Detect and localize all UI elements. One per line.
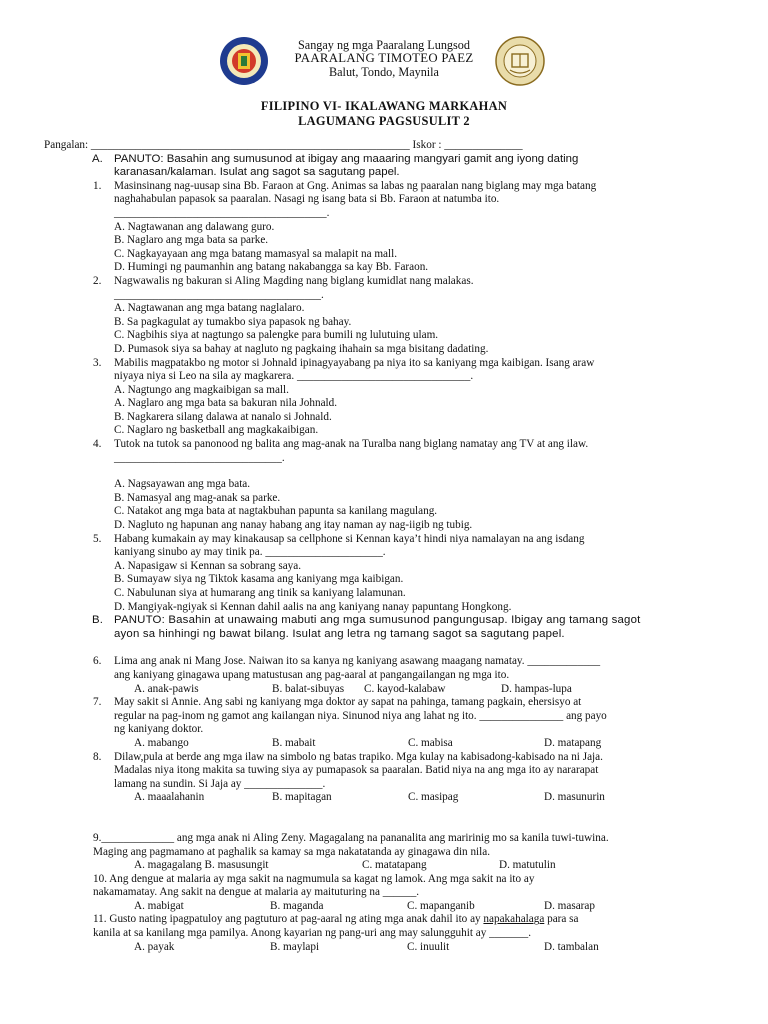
choice-d: D. Pumasok siya sa bahay at nagluto ng pagkaing ihahain sa mga bisitang dadating. (114, 342, 489, 355)
question-3 (44, 357, 744, 371)
choice-b: B. maylapi (270, 940, 320, 953)
question-text: Madalas niya itong makita sa tuwing siya ay pumapasok sa paaralan. Batid niya na ang mga ito ay nararapat (114, 764, 599, 777)
choice-c: C. Nagkayayaan ang mga batang mamasyal sa malapit na mall. (114, 247, 398, 260)
question-11 (44, 913, 744, 927)
choice-a: A. Napasigaw si Kennan sa sobrang saya. (114, 559, 302, 572)
question-text: lamang na sundin. Si Jaja ay ______________. (114, 777, 326, 790)
choice-a-b: A. magagalang B. masusungit (134, 859, 269, 872)
section-b-letter: B. (92, 614, 104, 627)
choice-a: A. Nagtawanan ang dalawang guro. (114, 220, 275, 233)
question-number: 7. (93, 696, 102, 709)
question-number: 4. (93, 438, 102, 451)
school-header (0, 39, 768, 79)
section-b-line2: ayon sa hinhingi ng bawat bilang. Isulat ang letra ng tamang sagot sa sagutang papel. (114, 627, 565, 640)
choice-b: B. mapitagan (272, 791, 332, 804)
choice-d: D. hampas-lupa (501, 682, 572, 695)
question-7 (44, 696, 744, 710)
choice-a: A. Nagtawanan ang mga batang naglalaro. (114, 302, 305, 315)
exam-title (0, 99, 768, 128)
choice-c: C. Nabulunan siya at humarang ang tinik sa kaniyang lalamunan. (114, 587, 406, 599)
question-text: regular na pag-inom ng gamot ang kailangan niya. Sinunod niya ang lahat ng ito. _______________ ang payo (114, 709, 607, 722)
question-text: Maging ang pagmamano at paghalik sa kamay sa mga nakatatanda ay ginagawa din nila. (93, 845, 491, 858)
choice-d: D. matapang (544, 736, 602, 749)
answer-blank: ______________________________________. (114, 206, 330, 219)
choice-d: D. Mangiyak-ngiyak si Kennan dahil aalis na ang kaniyang nanay papuntang Hongkong. (114, 600, 512, 613)
choice-b: B. Namasyal ang mag-anak sa parke. (114, 491, 281, 504)
division-name: Sangay ng mga Paaralang Lungsod (298, 38, 470, 52)
question-text: kaniyang sinubo ay may tinik pa. _____________________. (114, 546, 386, 559)
choice-a: A. Nagsayawan ang mga bata. (114, 478, 251, 491)
choice-a: A. payak (134, 940, 175, 953)
choice-a: A. mabigat (134, 899, 184, 912)
question-text: Mabilis magpatakbo ng motor si Johnald ipinagyayabang pa niya ito sa kaniyang mga kaibigan. Isang araw (114, 356, 595, 369)
question-text: niyaya niya si Leo na sila ay magkarera. _______________________________. (114, 370, 474, 383)
exam-body (44, 139, 744, 954)
choice-d: D. masunurin (544, 791, 605, 804)
question-2 (44, 275, 744, 289)
school-name: PAARALANG TIMOTEO PAEZ (294, 51, 474, 66)
question-number: 8. (93, 750, 102, 763)
exam-title-line2: LAGUMANG PAGSUSULIT 2 (298, 113, 470, 128)
question-text: 11. Gusto nating ipagpatuloy ang pagtuturo at pag-aaral ng ating mga anak dahil ito ay (93, 913, 484, 926)
choice-d: D. masarap (544, 899, 595, 912)
choice-d: D. tambalan (544, 940, 599, 953)
question-number: 5. (93, 532, 102, 545)
question-text: Tutok na tutok sa panonood ng balita ang mag-anak na Turalba nang biglang namatay ang TV at ang ilaw. (114, 438, 589, 451)
choice-c: C. Natakot ang mga bata at nagtakbuhan papunta sa kanilang magulang. (114, 505, 438, 518)
section-a-line1: PANUTO: Basahin ang sumusunod at ibigay ang maaaring mangyari gamit ang iyong dating (114, 152, 579, 165)
question-5 (44, 533, 744, 547)
question-text: May sakit si Annie. Ang sabi ng kaniyang mga doktor ay sapat na pahinga, tamang pagkain, ehersisyo at (114, 696, 582, 709)
question-text: Nagwawalis ng bakuran si Aling Magding nang biglang kumidlat nang malakas. (114, 274, 474, 287)
section-b-line1: PANUTO: Basahin at unawaing mabuti ang mga sumusunod pangungusap. Ibigay ang tamang sagot (114, 614, 641, 627)
question-1 (44, 180, 744, 194)
choice-a: A. Naglaro ang mga bata sa bakuran nila Johnald. (114, 397, 338, 410)
choices-row (44, 737, 744, 751)
choices-row (44, 941, 744, 955)
choices-row (44, 859, 744, 873)
choice-c: C. matatapang (362, 859, 427, 872)
question-text: ng kaniyang doktor. (114, 723, 204, 736)
choice-b: B. mabait (272, 736, 316, 749)
question-6 (44, 655, 744, 669)
choice-c: C. mapanganib (407, 899, 475, 912)
question-number: 3. (93, 356, 102, 369)
choice-d: D. matutulin (499, 859, 556, 872)
answer-blank: _____________________________________. (114, 288, 324, 301)
question-text: Dilaw,pula at berde ang mga ilaw na simbolo ng batas trapiko. Mga kulay na kabisadong-kabisado na ni Jaja. (114, 750, 603, 763)
question-text: kanila at sa kanilang mga pamilya. Anong kayarian ng pang-uri ang may salungguhit ay _______. (93, 927, 532, 940)
choice-c: C. Nagbihis siya at nagtungo sa palengke para bumili ng lulutuing ulam. (114, 329, 439, 342)
choice-c: C. kayod-kalabaw (364, 682, 446, 695)
question-text: Habang kumakain ay may kinakausap sa cellphone si Kennan kaya’t hindi niya namalayan na ang isdang (114, 532, 585, 545)
school-address: Balut, Tondo, Maynila (329, 64, 439, 79)
choices-row (44, 900, 744, 914)
question-text: Lima ang anak ni Mang Jose. Naiwan ito sa kanya ng kaniyang asawang maagang namatay. _____________ (114, 655, 601, 668)
question-text: ang kaniyang ginagawa upang matustusan ang pag-aaral at pangangailangan ng mga ito. (114, 668, 510, 681)
choice-a: A. anak-pawis (134, 682, 199, 695)
choice-b: B. Sumayaw siya ng Tiktok kasama ang kaniyang mga kaibigan. (114, 573, 404, 586)
question-text: naghahabulan papasok sa paaralan. Nasagi ng isang bata si Bb. Faraon at natumba ito. (114, 193, 500, 206)
section-a-letter: A. (92, 152, 103, 165)
section-b-instructions (44, 614, 744, 641)
choice-b: B. maganda (270, 899, 324, 912)
choice-c: C. mabisa (408, 736, 453, 749)
answer-blank: ______________________________. (114, 451, 285, 464)
choice-a: A. maaalahanin (134, 791, 205, 804)
choice-b: B. balat-sibuyas (272, 682, 345, 695)
spacer (44, 641, 744, 655)
choice-b: B. Sa pagkagulat ay tumakbo siya papasok ng bahay. (114, 315, 352, 328)
question-9: 9._____________ ang mga anak ni Aling Zeny. Magagalang na pananalita ang maririnig mo sa kanila tuwi-tuwina. (93, 831, 609, 844)
question-8 (44, 751, 744, 765)
section-a-instructions (44, 153, 744, 180)
question-4 (44, 438, 744, 452)
exam-title-line1: FILIPINO VI- IKALAWANG MARKAHAN (260, 99, 508, 113)
question-number: 1. (93, 179, 102, 192)
choice-b: B. Nagkarera silang dalawa at nanalo si Johnald. (114, 410, 332, 423)
choice-d: D. Nagluto ng hapunan ang nanay habang ang itay naman ay nag-iigib ng tubig. (114, 519, 473, 532)
choice-c: C. masipag (408, 791, 459, 804)
question-text: nakamamatay. Ang sakit na dengue at malaria ay maituturing na ______. (93, 886, 420, 899)
underlined-word: napakahalaga (483, 913, 545, 926)
choice-b: B. Naglaro ang mga bata sa parke. (114, 234, 269, 247)
choice-a0: A. Nagtungo ang magkaibigan sa mall. (114, 383, 289, 396)
choice-d: D. Humingi ng paumanhin ang batang nakabangga sa kay Bb. Faraon. (114, 261, 429, 274)
question-number: 6. (93, 655, 102, 668)
choice-c: C. Naglaro ng basketball ang magkakaibigan. (114, 424, 319, 437)
question-text: para sa (544, 913, 579, 926)
choices-row (44, 791, 744, 805)
name-score-line: Pangalan: _________________________________________________________ Iskor : ______________ (44, 139, 523, 151)
choice-a: A. mabango (134, 736, 189, 749)
spacer (44, 805, 744, 832)
section-a-line2: karanasan/kalaman. Isulat ang sagot sa sagutang papel. (114, 166, 400, 179)
choice-c: C. inuulit (407, 940, 450, 953)
choices-row (44, 683, 744, 697)
question-text: Masinsinang nag-uusap sina Bb. Faraon at Gng. Animas sa labas ng paaralan nang biglang may mga batang (114, 179, 597, 192)
question-number: 2. (93, 274, 102, 287)
spacer (44, 465, 744, 478)
question-10: 10. Ang dengue at malaria ay mga sakit na nagmumula sa kagat ng lamok. Ang mga sakit na ito ay (93, 872, 535, 885)
